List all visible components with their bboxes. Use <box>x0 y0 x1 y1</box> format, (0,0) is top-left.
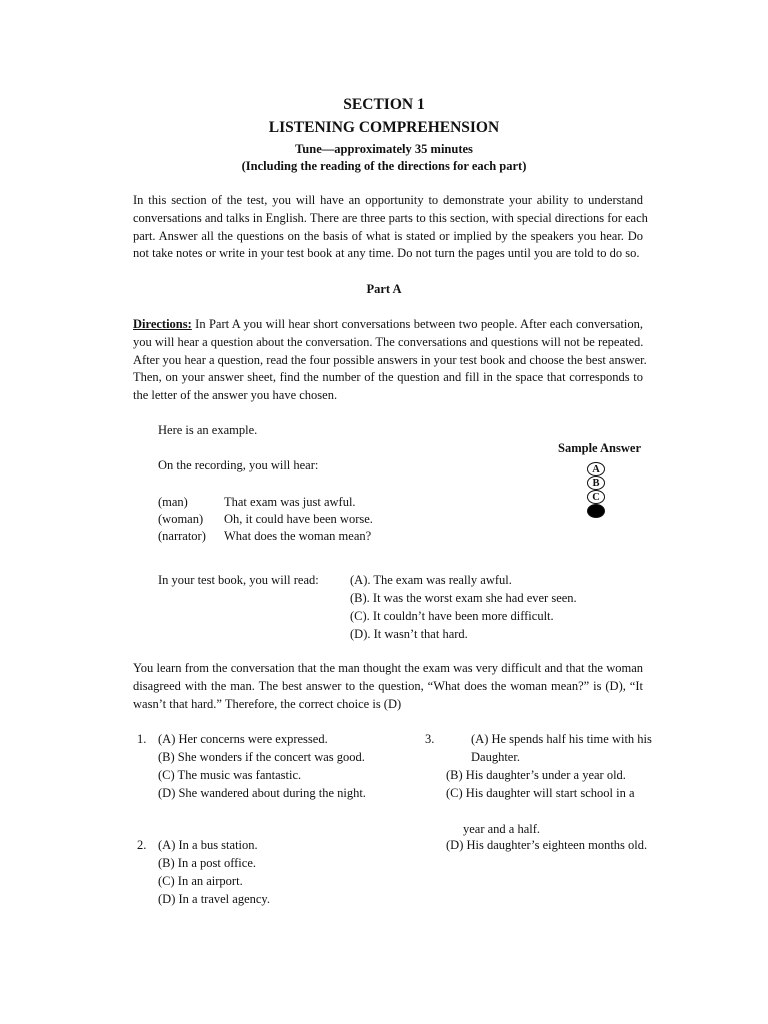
answer-bubble-c: C <box>587 490 605 504</box>
page-title: LISTENING COMPREHENSION <box>268 119 500 136</box>
question-1-option: (B) She wonders if the concert was good. <box>158 750 365 764</box>
answer-bubble-b: B <box>587 476 605 490</box>
intro-line: not take notes or write in your test book at any time. Do not turn the pages until you are told to do so. <box>133 246 640 261</box>
dialogue-speaker: (man) <box>158 495 188 509</box>
sample-answer-label: Sample Answer <box>558 441 641 455</box>
directions-line: After you hear a question, read the four possible answers in your test book and choose the best answer. <box>133 352 647 367</box>
intro-paragraph <box>133 192 648 263</box>
time-note: Tune—approximately 35 minutes <box>295 142 473 156</box>
dialogue-speaker: (woman) <box>158 512 204 526</box>
answer-bubble-a: A <box>587 462 605 476</box>
question-2-number: 2. <box>137 838 147 852</box>
dialogue-line: That exam was just awful. <box>224 495 356 509</box>
directions-note: (Including the reading of the directions for each part) <box>241 159 527 173</box>
question-3-number: 3. <box>425 732 435 746</box>
directions-line <box>133 316 643 334</box>
read-intro: In your test book, you will read: <box>158 573 319 587</box>
dialogue-speaker: (narrator) <box>158 529 206 543</box>
question-3-option: (D) His daughter’s eighteen months old. <box>446 838 648 852</box>
example-choice: (D). It wasn’t that hard. <box>350 627 468 641</box>
question-2-option: (D) In a travel agency. <box>158 892 270 906</box>
question-3-option: (B) His daughter’s under a year old. <box>446 768 626 782</box>
question-1-option: (C) The music was fantastic. <box>158 768 302 782</box>
example-choice: (A). The exam was really awful. <box>350 573 512 587</box>
question-3-option-cont: year and a half. <box>463 822 541 836</box>
recording-intro: On the recording, you will hear: <box>158 458 319 472</box>
answer-bubble-d-filled <box>587 504 605 518</box>
section-title: SECTION 1 <box>343 96 425 113</box>
intro-line: conversations and talks in English. There are three parts to this section, with special directions for each <box>133 210 648 225</box>
question-1-option: (A) Her concerns were expressed. <box>158 732 328 746</box>
dialogue-line: Oh, it could have been worse. <box>224 512 373 526</box>
question-2-option: (C) In an airport. <box>158 874 243 888</box>
directions-first-text: In Part A you will hear short conversations between two people. After each conversation, <box>195 317 644 331</box>
explanation-line: wasn’t that hard.” Therefore, the correct choice is (D) <box>133 696 402 711</box>
question-3-option: (A) He spends half his time with his <box>471 732 652 746</box>
directions-paragraph <box>133 316 647 405</box>
intro-line: In this section of the test, you will have an opportunity to demonstrate your ability to understand <box>133 193 643 207</box>
example-intro: Here is an example. <box>158 423 258 437</box>
directions-label: Directions: <box>133 317 192 331</box>
question-1-option: (D) She wandered about during the night. <box>158 786 366 800</box>
explanation-line: You learn from the conversation that the man thought the exam was very difficult and that the woman <box>133 661 643 675</box>
example-choice: (B). It was the worst exam she had ever seen. <box>350 591 577 605</box>
question-2-option: (A) In a bus station. <box>158 838 258 852</box>
question-3-option: (C) His daughter will start school in a <box>446 786 635 800</box>
intro-line: part. Answer all the questions on the basis of what is stated or implied by the speakers you hear. Do <box>133 228 643 243</box>
directions-line: Then, on your answer sheet, find the number of the question and fill in the space that corresponds to <box>133 370 643 385</box>
explanation-paragraph <box>133 660 643 713</box>
directions-line: you will hear a question about the conversation. The conversations and questions will not be repeated. <box>133 334 644 349</box>
question-2-option: (B) In a post office. <box>158 856 257 870</box>
dialogue-line: What does the woman mean? <box>224 529 372 543</box>
directions-line: the letter of the answer you have chosen. <box>133 388 338 403</box>
question-3-option-cont: Daughter. <box>471 750 520 764</box>
explanation-line: disagreed with the man. The best answer to the question, “What does the woman mean?” is (D), “It <box>133 678 643 693</box>
question-1-number: 1. <box>137 732 147 746</box>
example-choice: (C). It couldn’t have been more difficult. <box>350 609 554 623</box>
part-a-heading: Part A <box>366 282 402 296</box>
